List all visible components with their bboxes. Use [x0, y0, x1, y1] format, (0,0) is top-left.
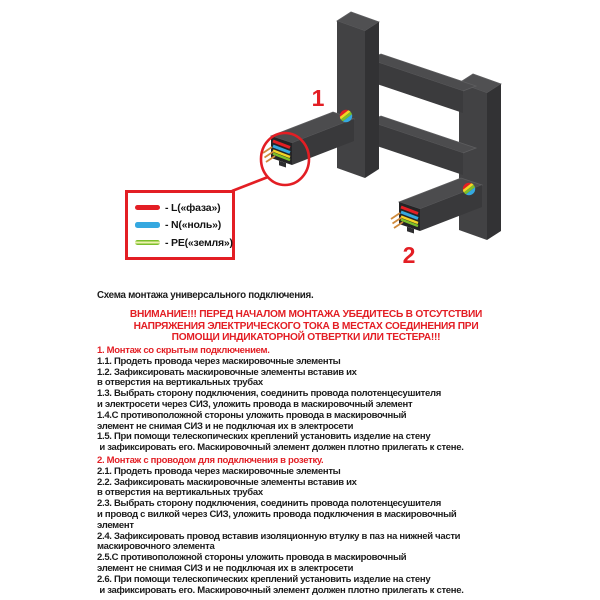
warning-line: ПОМОЩИ ИНДИКАТОРНОЙ ОТВЕРТКИ ИЛИ ТЕСТЕРА!!! [171, 332, 441, 344]
left-post [337, 12, 379, 178]
instruction-line: 2.2. Зафиксировать маскировочные элементы вставив их [97, 476, 357, 488]
instruction-line: и электросети через СИЗ, уложить провода в маскировочный элемент [97, 398, 413, 410]
section-1-heading: 1. Монтаж со скрытым подключением. [97, 345, 270, 356]
phase-wire-swatch [135, 205, 160, 211]
instruction-line: 1.1. Продеть провода через маскировочные элементы [97, 355, 341, 367]
legend-row-neutral [135, 219, 230, 231]
instruction-line: маскировочного элемента [97, 541, 215, 553]
section-socket-connection [97, 456, 464, 596]
instruction-line: элемент не снимая СИЗ и не подключая их в электросети [97, 562, 354, 574]
instruction-line: и зафиксировать его. Маскировочный элемент должен плотно прилегать к стене. [97, 442, 464, 454]
warning-line: ВНИМАНИЕ!!! ПЕРЕД НАЧАЛОМ МОНТАЖА УБЕДИТЕСЬ В ОТСУТСТВИИ [129, 309, 483, 320]
wire-color-legend [125, 190, 235, 260]
wire-2-tip [391, 213, 400, 219]
right-post-front-face [459, 83, 487, 240]
right-post [459, 74, 501, 240]
instruction-line: 1.3. Выбрать сторону подключения, соединить провода полотенцесушителя [97, 388, 441, 400]
left-post-side-face [365, 22, 379, 178]
instruction-line: 1.2. Зафиксировать маскировочные элементы вставив их [97, 366, 357, 378]
instruction-line: 2.5.С противоположной стороны уложить провода в маскировочный [97, 552, 407, 564]
section-hidden-connection [97, 346, 464, 454]
zoom-leader-line [232, 177, 268, 191]
instruction-line: в отверстия на вертикальных трубах [97, 487, 263, 499]
earth-wire-swatch [135, 240, 160, 246]
instruction-line: элемент [97, 519, 134, 531]
scheme-title: Схема монтажа универсального подключения. [97, 290, 314, 301]
warning-line: НАПРЯЖЕНИЯ ЭЛЕКТРИЧЕСКОГО ТОКА В МЕСТАХ СОЕДИНЕНИЯ ПРИ [133, 320, 479, 332]
neutral-wire-swatch [135, 222, 160, 228]
warning-text [6, 309, 600, 344]
instruction-line: в отверстия на вертикальных трубах [97, 377, 263, 389]
legend-row-earth [135, 236, 233, 249]
legend-item-label: - PE(«земля») [165, 236, 233, 249]
left-post-front-face [337, 21, 365, 178]
legend-row-phase [135, 202, 230, 214]
wire-2-tip [394, 222, 403, 228]
instruction-line: элемент не снимая СИЗ и не подключая их в электросети [97, 420, 354, 432]
instruction-line: и провод с вилкой через СИЗ, уложить провода подключения в маскировочный [97, 508, 457, 520]
connection-point-1-label: 1 [311, 85, 325, 111]
wire-1-tip [266, 156, 275, 162]
right-post-side-face [487, 84, 501, 240]
section-2-heading: 2. Монтаж с проводом для подключения в розетку. [97, 455, 324, 466]
instruction-line: 2.6. При помощи телескопических креплений установить изделие на стену [97, 573, 431, 585]
towel-rail-diagram [0, 0, 600, 285]
instruction-line: и зафиксировать его. Маскировочный элемент должен плотно прилегать к стене. [97, 584, 464, 596]
instruction-line: 2.3. Выбрать сторону подключения, соединить провода полотенцесушителя [97, 498, 441, 510]
instruction-line: 2.4. Зафиксировать провод вставив изоляционную втулку в паз на нижней части [97, 530, 461, 542]
instruction-line: 2.1. Продеть провода через маскировочные элементы [97, 465, 341, 477]
legend-item-label: - N(«ноль») [165, 219, 222, 231]
instruction-line: 1.4.С противоположной стороны уложить провода в маскировочный [97, 409, 407, 421]
instruction-line: 1.5. При помощи телескопических креплений установить изделие на стену [97, 431, 431, 443]
crossbar-top [368, 54, 476, 113]
connection-point-2-label: 2 [402, 242, 416, 268]
legend-item-label: - L(«фаза») [165, 201, 221, 214]
